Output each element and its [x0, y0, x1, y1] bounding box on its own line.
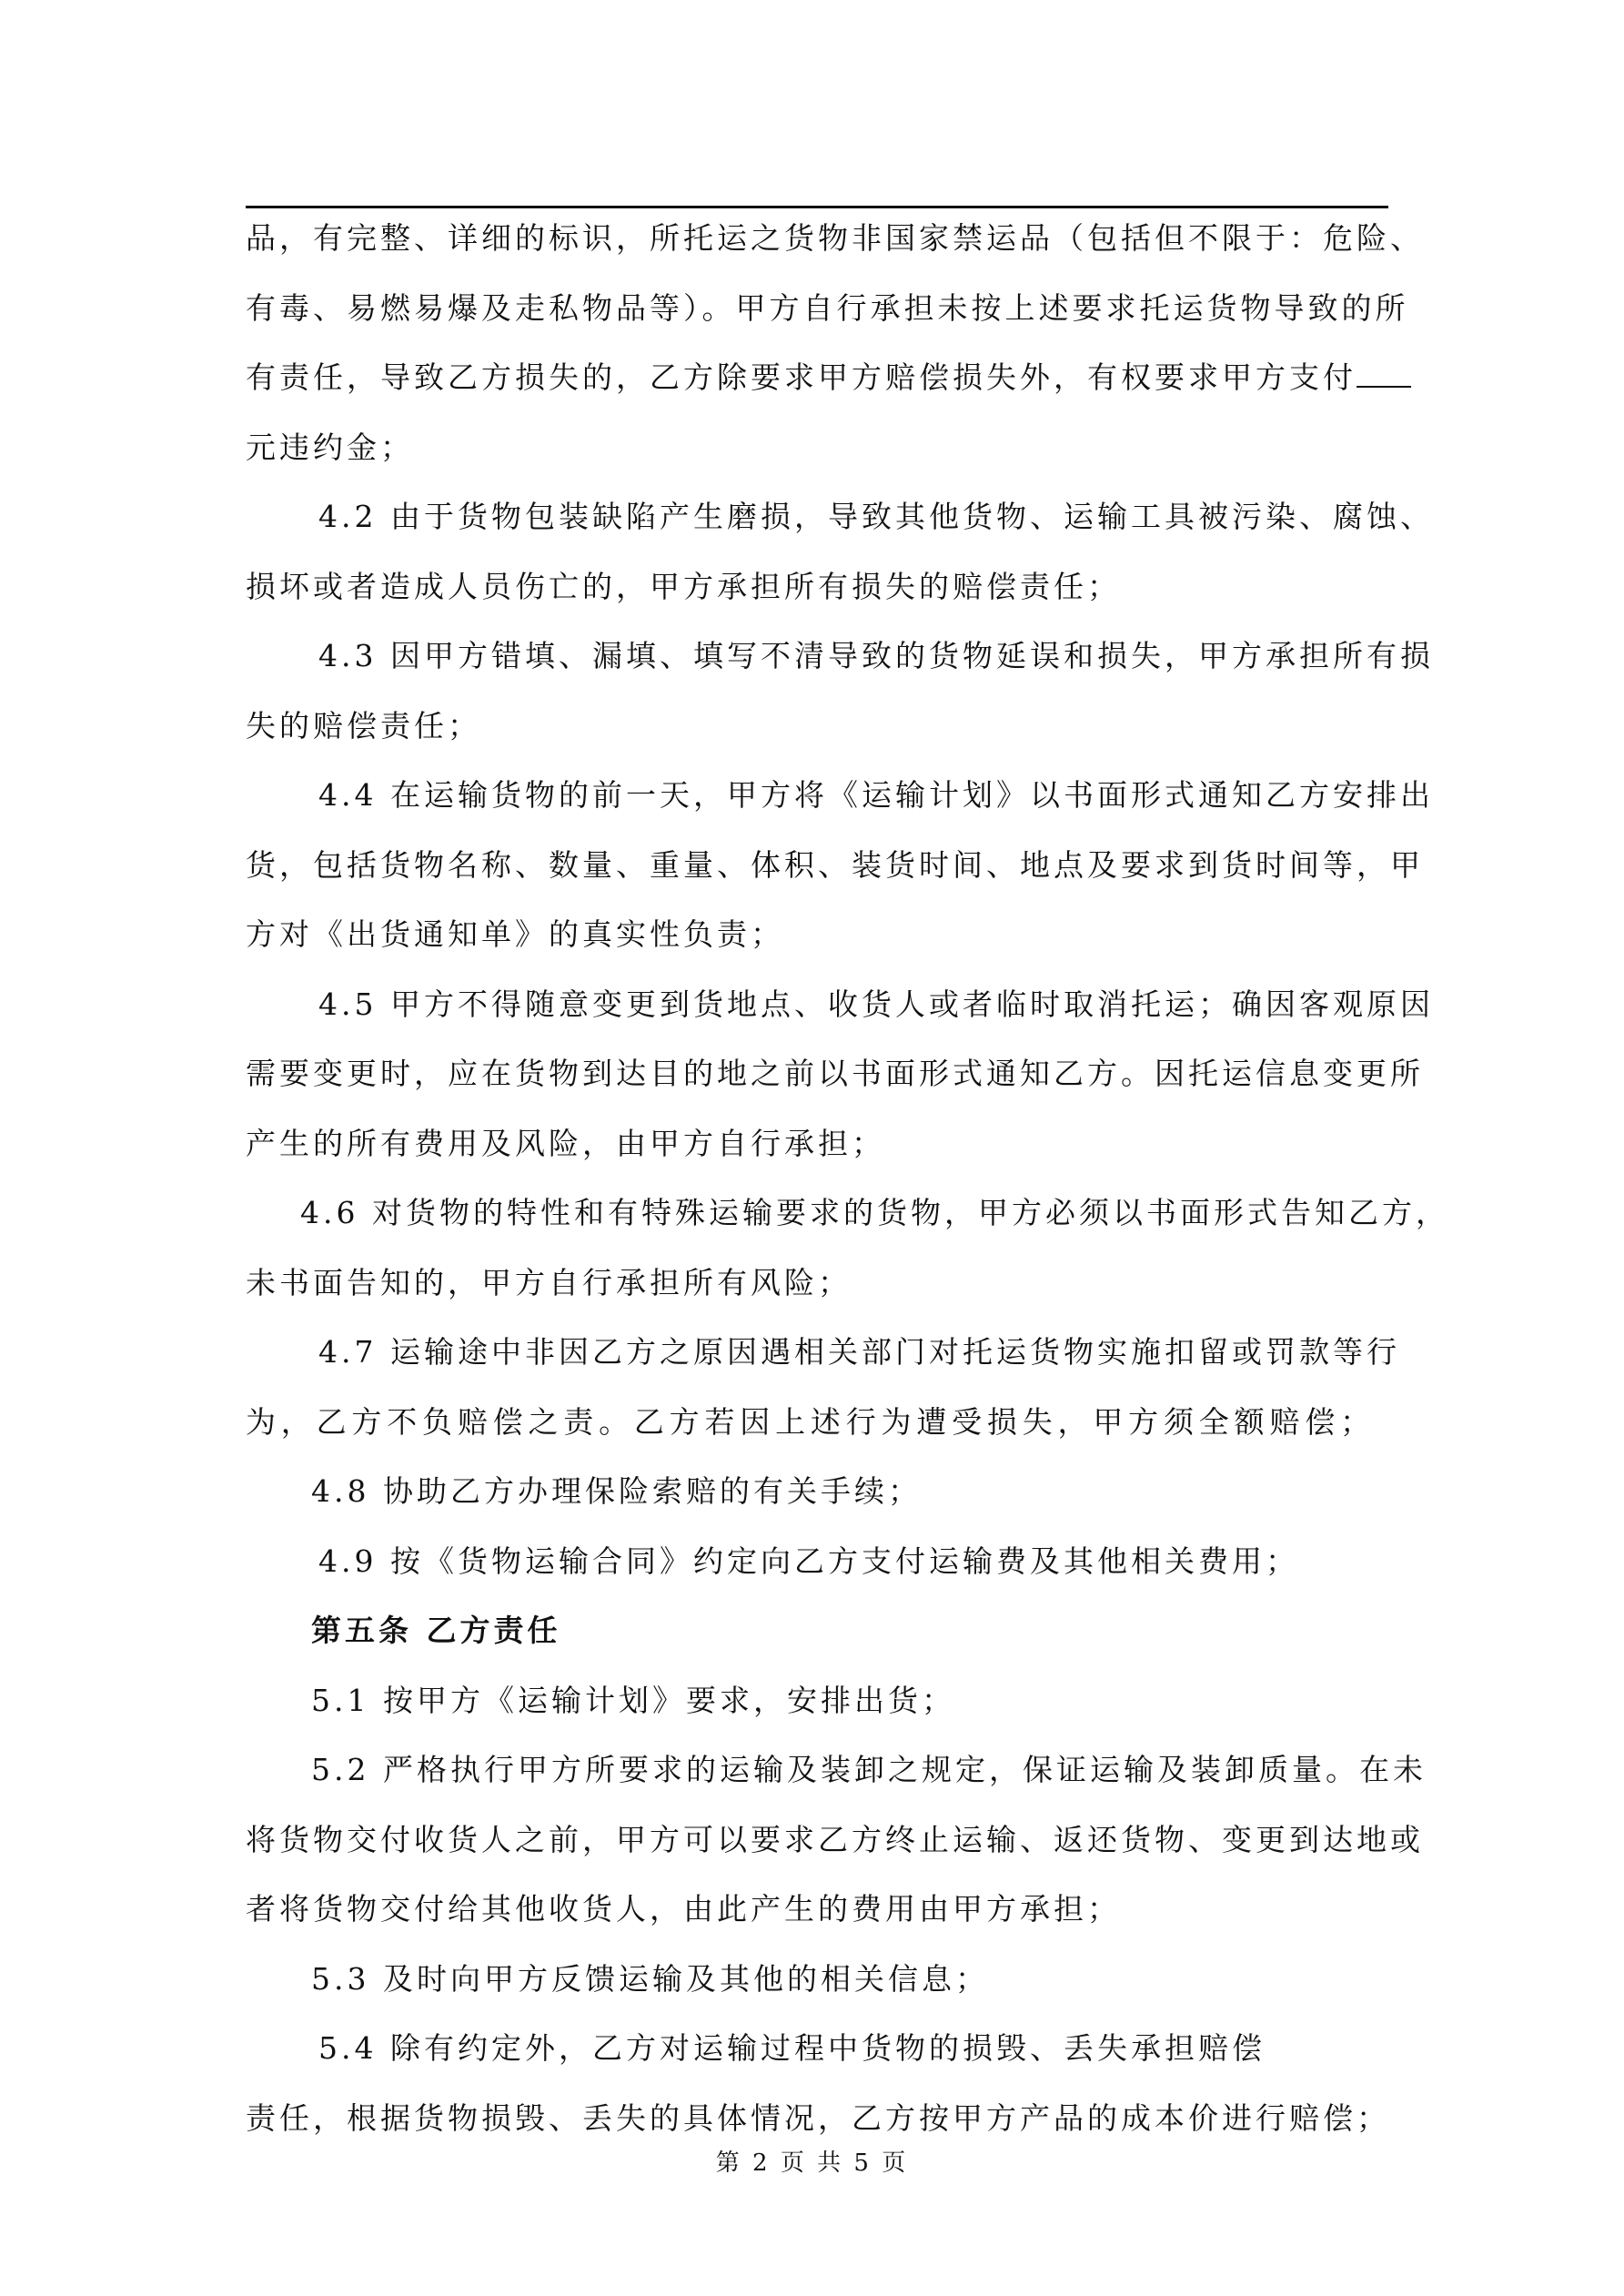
text-line: 货，包括货物名称、数量、重量、体积、装货时间、地点及要求到货时间等，甲 [246, 847, 1424, 883]
text-line: 有毒、易燃易爆及走私物品等）。甲方自行承担未按上述要求托运货物导致的所 [246, 290, 1409, 326]
text-line: 4.8 协助乙方办理保险索赔的有关手续； [311, 1473, 922, 1509]
text-line: 需要变更时，应在货物到达目的地之前以书面形式通知乙方。因托运信息变更所 [246, 1056, 1424, 1091]
text-line: 5.4 除有约定外，乙方对运输过程中货物的损毁、丢失承担赔偿 [318, 2030, 1266, 2066]
text-line: 失的赔偿责任； [246, 708, 481, 743]
text-line: 责任，根据货物损毁、丢失的具体情况，乙方按甲方产品的成本价进行赔偿； [246, 2100, 1390, 2136]
section-heading: 第五条 乙方责任 [311, 1613, 561, 1648]
text-line: 元违约金； [246, 430, 414, 465]
text-line: 品，有完整、详细的标识，所托运之货物非国家禁运品（包括但不限于：危险、 [246, 220, 1424, 256]
text-line: 将货物交付收货人之前，甲方可以要求乙方终止运输、返还货物、变更到达地或 [246, 1822, 1424, 1857]
text-line: 4.3 因甲方错填、漏填、填写不清导致的货物延误和损失，甲方承担所有损 [318, 638, 1434, 673]
header-rule [246, 206, 1388, 208]
text-line: 为，乙方不负赔偿之责。乙方若因上述行为遭受损失，甲方须全额赔偿； [246, 1404, 1374, 1440]
text-line: 未书面告知的，甲方自行承担所有风险； [246, 1265, 852, 1300]
text-line: 5.2 严格执行甲方所要求的运输及装卸之规定，保证运输及装卸质量。在未 [311, 1752, 1427, 1787]
page-footer: 第 2 页 共 5 页 [715, 2149, 909, 2177]
text-line: 方对《出货通知单》的真实性负责； [246, 916, 784, 952]
text-line: 产生的所有费用及风险，由甲方自行承担； [246, 1126, 885, 1161]
text-line: 4.9 按《货物运输合同》约定向乙方支付运输费及其他相关费用； [318, 1543, 1299, 1579]
text-line: 4.6 对货物的特性和有特殊运输要求的货物，甲方必须以书面形式告知乙方， [300, 1195, 1449, 1230]
text-line: 4.2 由于货物包装缺陷产生磨损，导致其他货物、运输工具被污染、腐蚀、 [318, 499, 1434, 534]
text-line [246, 350, 1388, 405]
amount-blank [1357, 359, 1411, 388]
text-line: 4.7 运输途中非因乙方之原因遇相关部门对托运货物实施扣留或罚款等行 [318, 1334, 1400, 1370]
text-line: 4.5 甲方不得随意变更到货地点、收货人或者临时取消托运；确因客观原因 [318, 986, 1434, 1022]
text-line: 5.1 按甲方《运输计划》要求，安排出货； [311, 1683, 955, 1718]
text-line: 者将货物交付给其他收货人，由此产生的费用由甲方承担； [246, 1891, 1121, 1927]
text-line: 5.3 及时向甲方反馈运输及其他的相关信息； [311, 1961, 989, 1997]
text-line-content: 有责任，导致乙方损失的，乙方除要求甲方赔偿损失外，有权要求甲方支付 [246, 359, 1357, 395]
text-line: 4.4 在运输货物的前一天，甲方将《运输计划》以书面形式通知乙方安排出 [318, 777, 1434, 813]
text-line: 损坏或者造成人员伤亡的，甲方承担所有损失的赔偿责任； [246, 569, 1121, 604]
